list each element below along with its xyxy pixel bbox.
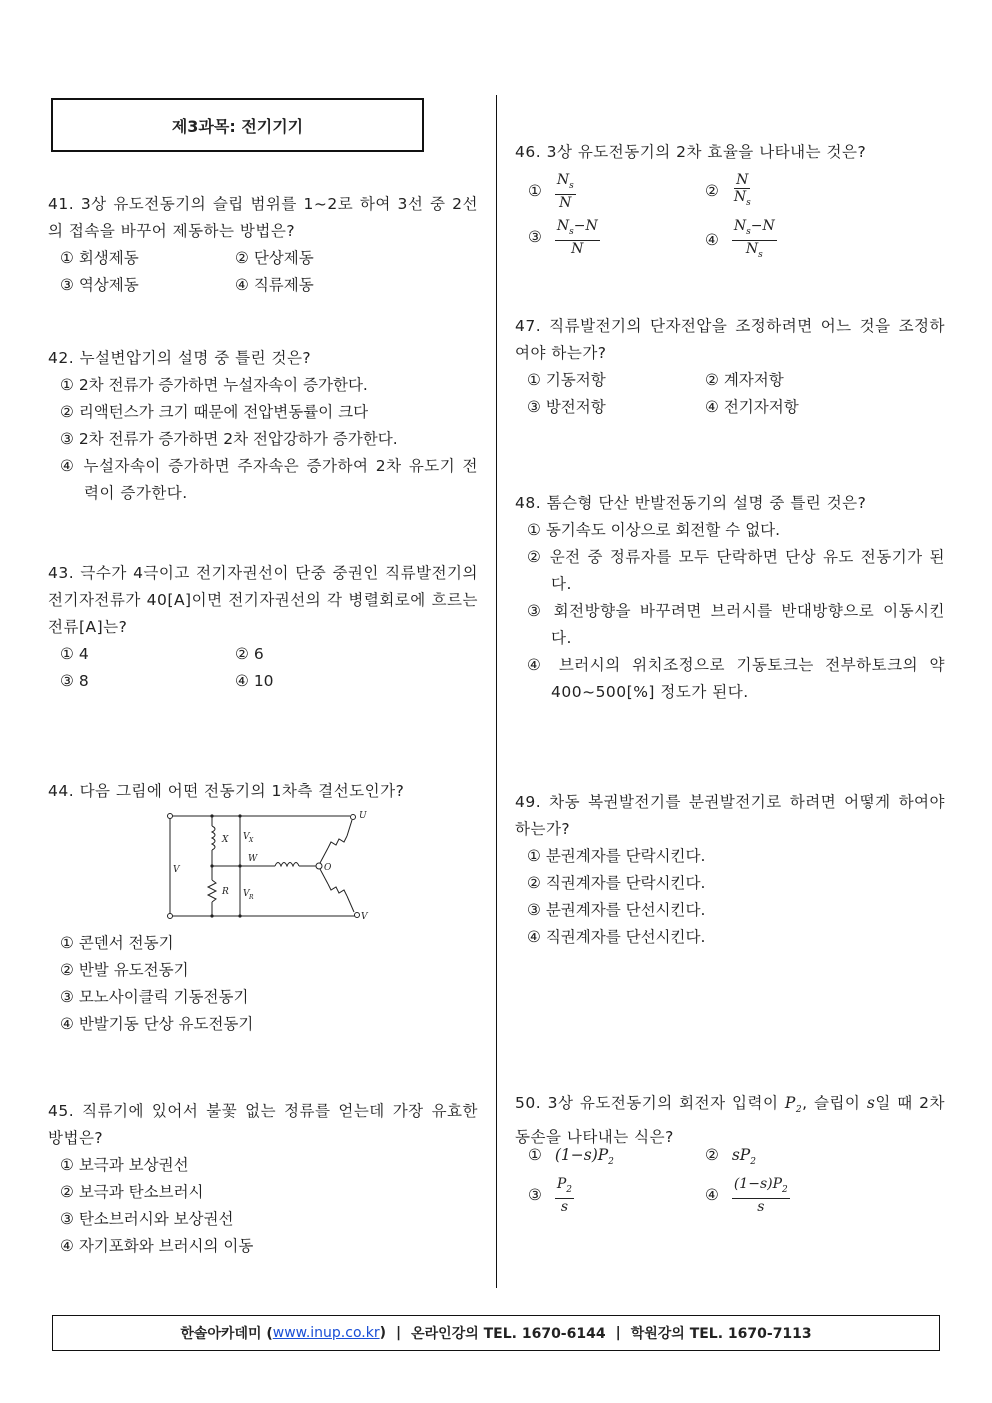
question-46 [515, 139, 945, 166]
fraction: $\frac{N_s}{N}$ [556, 172, 574, 211]
q50-option-1: ① $(1-s)P_2$ [528, 1146, 614, 1168]
option: ③ 역상제동 [60, 276, 139, 294]
option: ② 단상제동 [235, 249, 314, 267]
q50-option-4: ④ $\frac{(1-s)P_2}{s}$ [705, 1176, 788, 1215]
option: ② 직권계자를 단락시킨다. [527, 874, 706, 892]
label-vr: V [243, 889, 250, 899]
option: ② 보극과 탄소브러시 [60, 1183, 204, 1201]
column-divider [496, 95, 497, 1288]
academy-name: 한솔아카데미 ( [180, 1326, 273, 1342]
footer: 한솔아카데미 ( www.inup.co.kr ) | 온라인강의 TEL. 1670-6144 | 학원강의 TEL. 1670-7113 [52, 1315, 940, 1351]
label-vx: V [243, 832, 250, 842]
option: ② 리액턴스가 크기 때문에 전압변동률이 크다 [60, 403, 369, 421]
label-u: U [359, 811, 367, 821]
q46-option-3 [528, 218, 600, 257]
question-text: 48. 톰슨형 단산 반발전동기의 설명 중 틀린 것은? [515, 494, 867, 512]
question-text: 46. 3상 유도전동기의 2차 효율을 나타내는 것은? [515, 143, 867, 161]
option-number: ③ [528, 227, 542, 246]
question-50: 50. 3상 유도전동기의 회전자 입력이 $P_2$, 슬립이 s일 때 2차 동손을 나타내는 식은? [515, 1094, 945, 1147]
question-47 [515, 313, 945, 421]
option: ③ 2차 전류가 증가하면 2차 전압강하가 증가한다. [60, 430, 398, 448]
label-vr-sub: R [249, 894, 254, 901]
label-x: X [222, 835, 229, 845]
label-w: W [248, 854, 258, 864]
question-text: 47. 직류발전기의 단자전압을 조정하려면 어느 것을 조정하여야 하는가? [515, 317, 945, 362]
q46-option-1 [528, 172, 576, 211]
question-text: 43. 극수가 4극이고 전기자권선이 단중 중권인 직류발전기의 전기자전류가 40[A]이면 전기자권선의 각 병렬회로에 흐르는 전류[A]는? [48, 564, 478, 636]
label-v: V [173, 865, 180, 875]
option: ④ 전기자저항 [705, 398, 799, 416]
fraction: $\frac{N_s-N}{N}$ [556, 218, 598, 257]
option: ① 회생제동 [60, 249, 139, 267]
option: ② 6 [235, 645, 264, 663]
question-text: 49. 차동 복권발전기를 분권발전기로 하려면 어떻게 하여야 하는가? [515, 793, 945, 838]
option: ③ 모노사이클릭 기동전동기 [60, 988, 249, 1006]
question-41 [48, 191, 478, 299]
fraction: $\frac{N_s-N}{N_s}$ [733, 218, 775, 260]
question-43 [48, 560, 478, 695]
q46-option-2 [705, 172, 753, 211]
option: ① 기동저항 [527, 371, 606, 389]
subject-title-box [51, 98, 424, 152]
option: ④ 10 [235, 672, 274, 690]
online-phone: 온라인강의 TEL. 1670-6144 [411, 1326, 606, 1342]
q50-option-3: ③ $\frac{P_2}{s}$ [528, 1176, 572, 1215]
label-v-right: V [361, 912, 368, 922]
option: ③ 방전저항 [527, 398, 606, 416]
question-44-options [60, 930, 480, 1038]
fraction: $\frac{N}{N_s}$ [733, 172, 751, 208]
option: ③ 탄소브러시와 보상권선 [60, 1210, 234, 1228]
option: ④ 브러시의 위치조정으로 기동토크는 전부하토크의 약 400~500[%] 정도가 된다. [527, 656, 945, 701]
question-42 [48, 345, 478, 507]
question-text: 44. 다음 그림에 어떤 전동기의 1차측 결선도인가? [48, 782, 405, 800]
question-45 [48, 1098, 478, 1260]
separator: | [615, 1325, 621, 1341]
question-text: 41. 3상 유도전동기의 슬립 범위를 1~2로 하여 3선 중 2선의 접속을 바꾸어 제동하는 방법은? [48, 195, 478, 240]
label-vx-sub: X [249, 837, 254, 844]
question-49 [515, 789, 945, 951]
option: ① 분권계자를 단락시킨다. [527, 847, 706, 865]
symbol-p2: $P_2$ [784, 1094, 803, 1116]
academy-link[interactable]: www.inup.co.kr [272, 1325, 380, 1341]
fraction: $\frac{(1-s)P_2}{s}$ [733, 1176, 788, 1215]
option-number: ② [705, 181, 719, 200]
question-44 [48, 778, 478, 805]
option: ④ 직권계자를 단선시킨다. [527, 928, 706, 946]
question-text: 42. 누설변압기의 설명 중 틀린 것은? [48, 349, 312, 367]
question-text: 45. 직류기에 있어서 불꽃 없는 정류를 얻는데 가장 유효한 방법은? [48, 1102, 478, 1147]
option: ① 보극과 보상권선 [60, 1156, 189, 1174]
option: ④ 누설자속이 증가하면 주자속은 증가하여 2차 유도기 전력이 증가한다. [60, 457, 478, 502]
option: ② 운전 중 정류자를 모두 단락하면 단상 유도 전동기가 된다. [527, 548, 945, 593]
label-o: O [324, 863, 332, 873]
q50-option-2: ② $sP_2$ [705, 1146, 756, 1168]
option: ① 콘덴서 전동기 [60, 934, 174, 952]
option: ① 동기속도 이상으로 회전할 수 없다. [527, 521, 781, 539]
q46-option-4 [705, 218, 777, 263]
subject-title: 제3과목: 전기기기 [171, 116, 304, 136]
fraction: $\frac{P_2}{s}$ [556, 1176, 572, 1215]
option: ② 반발 유도전동기 [60, 961, 189, 979]
separator: | [396, 1325, 402, 1341]
option: ② 계자저항 [705, 371, 784, 389]
option: ③ 분권계자를 단선시킨다. [527, 901, 706, 919]
label-r: R [222, 887, 229, 897]
option: ① 4 [60, 645, 89, 663]
option: ④ 직류제동 [235, 276, 314, 294]
wiring-diagram [160, 808, 375, 924]
option-number: ④ [705, 230, 719, 249]
symbol-s: s [866, 1094, 876, 1112]
option: ④ 자기포화와 브러시의 이동 [60, 1237, 254, 1255]
option: ③ 회전방향을 바꾸려면 브러시를 반대방향으로 이동시킨다. [527, 602, 945, 647]
option: ③ 8 [60, 672, 89, 690]
option: ① 2차 전류가 증가하면 누설자속이 증가한다. [60, 376, 368, 394]
offline-phone: 학원강의 TEL. 1670-7113 [630, 1326, 812, 1342]
option-number: ① [528, 181, 542, 200]
option: ④ 반발기동 단상 유도전동기 [60, 1015, 254, 1033]
question-48 [515, 490, 945, 706]
